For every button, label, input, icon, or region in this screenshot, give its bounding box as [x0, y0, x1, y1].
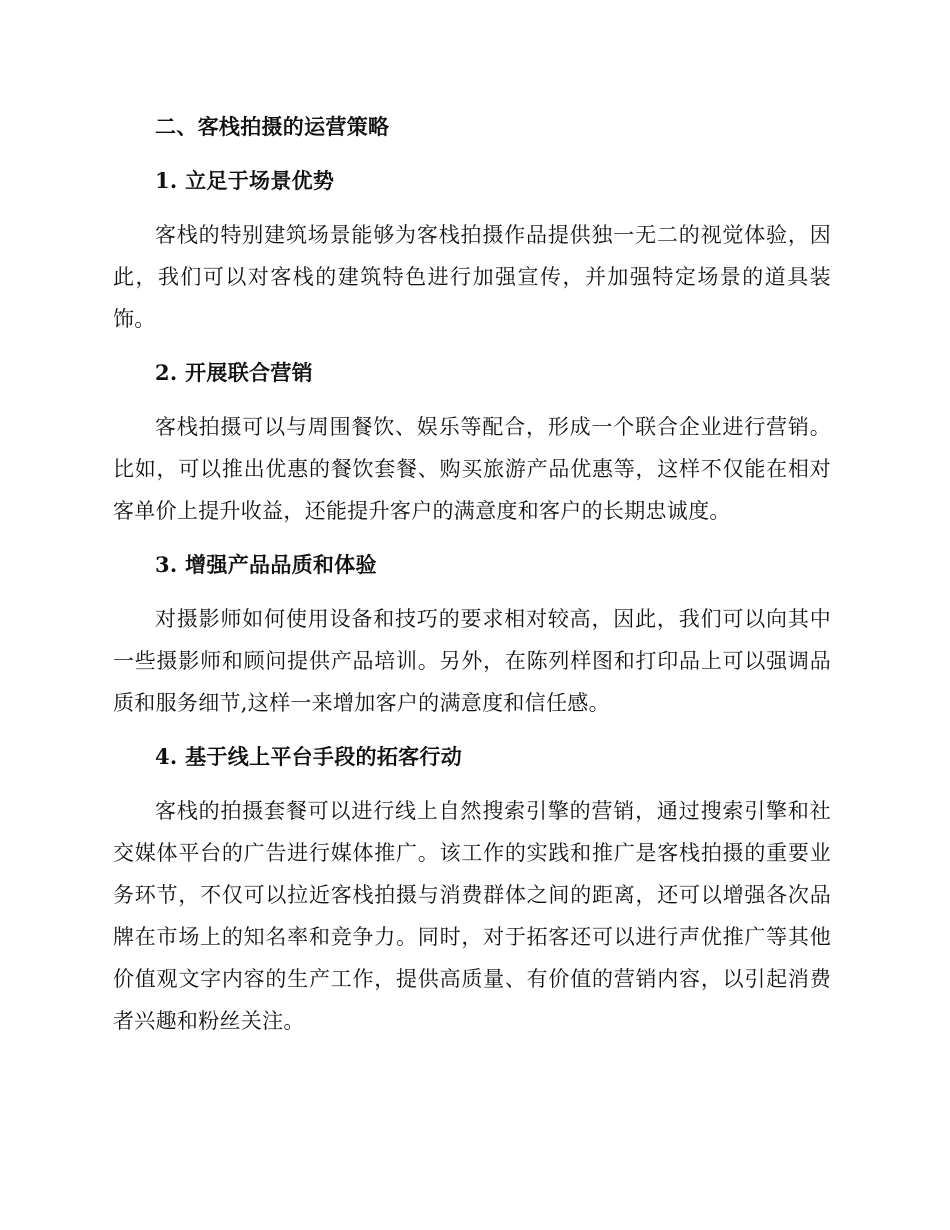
subsection-paragraph-2: 客栈拍摄可以与周围餐饮、娱乐等配合，形成一个联合企业进行营销。比如，可以推出优惠的餐饮套餐、购买旅游产品优惠等，这样不仅能在相对客单价上提升收益，还能提升客户的满意度和客户的长期忠诚度。: [113, 415, 831, 523]
subsection-paragraph-3: 对摄影师如何使用设备和技巧的要求相对较高，因此，我们可以向其中一些摄影师和顾问提供产品培训。另外，在陈列样图和打印品上可以强调品质和服务细节,这样一来增加客户的满意度和信任感。: [113, 607, 831, 715]
subsection-paragraph-1: 客栈的特别建筑场景能够为客栈拍摄作品提供独一无二的视觉体验，因此，我们可以对客栈的建筑特色进行加强宣传，并加强特定场景的道具装饰。: [113, 223, 831, 331]
subsection-heading-1: 1. 立足于场景优势: [155, 168, 335, 193]
subsection-heading-2: 2. 开展联合营销: [155, 360, 313, 385]
subsection-paragraph-4: 客栈的拍摄套餐可以进行线上自然搜索引擎的营销，通过搜索引擎和社交媒体平台的广告进行媒体推广。该工作的实践和推广是客栈拍摄的重要业务环节，不仅可以拉近客栈拍摄与消费群体之间的距离，还可以增强各次品牌在市场上的知名率和竞争力。同时，对于拓客还可以进行声优推广等其他价值观文字内容的生产工作，提供高质量、有价值的营销内容，以引起消费者兴趣和粉丝关注。: [113, 799, 831, 1033]
document-body: [113, 106, 831, 1054]
subsection-heading-3: 3. 增强产品品质和体验: [155, 552, 377, 577]
subsection-heading-4: 4. 基于线上平台手段的拓客行动: [155, 744, 463, 769]
section-title: 二、客栈拍摄的运营策略: [155, 114, 390, 139]
